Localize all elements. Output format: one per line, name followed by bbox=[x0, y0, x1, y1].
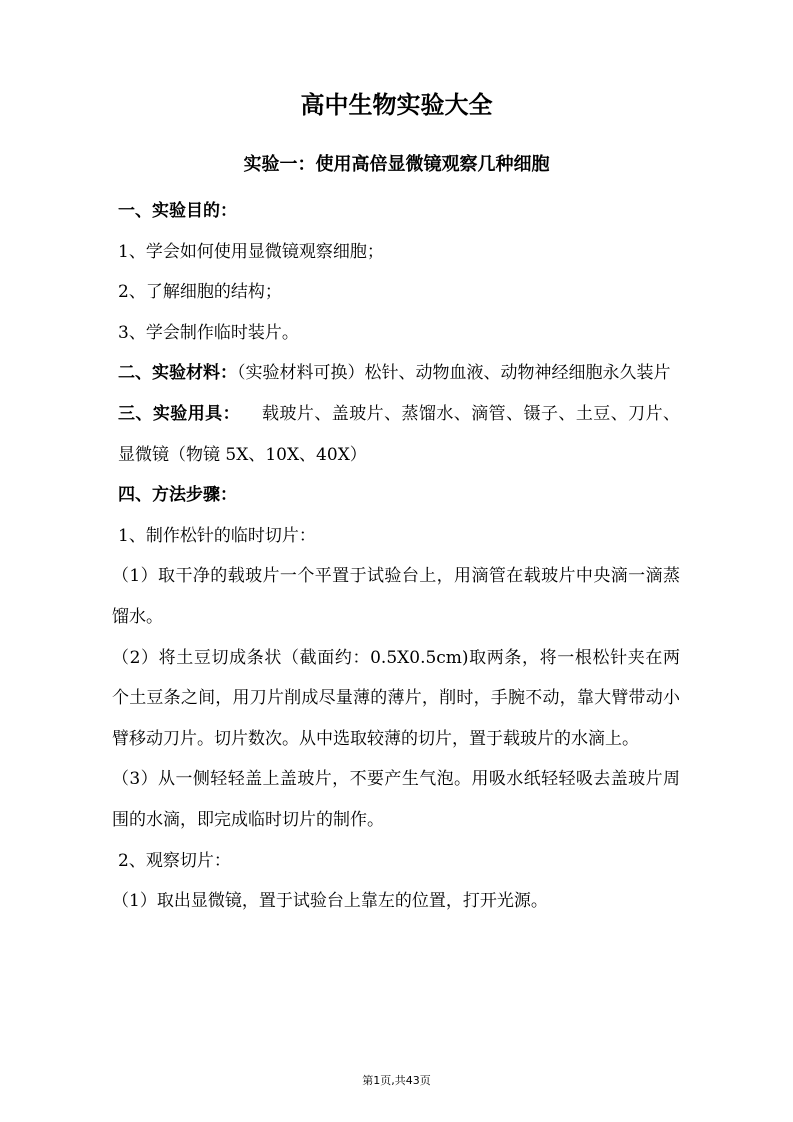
tools-text: 载玻片、盖玻片、蒸馏水、滴管、镊子、土豆、刀片、显微镜（物镜 5X、10X、40X） bbox=[118, 403, 681, 465]
materials-label: 二、实验材料： bbox=[118, 363, 237, 384]
step-item: （1）取出显微镜，置于试验台上靠左的位置，打开光源。 bbox=[112, 891, 548, 912]
section-heading-purpose: 一、实验目的： bbox=[118, 201, 237, 221]
page-footer: 第1页,共43页 bbox=[362, 1074, 431, 1087]
purpose-item: 1、学会如何使用显微镜观察细胞； bbox=[118, 241, 384, 262]
step-item: （1）取干净的载玻片一个平置于试验台上，用滴管在载玻片中央滴一滴蒸馏水。 bbox=[112, 566, 680, 627]
materials-paragraph bbox=[118, 353, 680, 394]
materials-text: （实验材料可换）松针、动物血液、动物神经细胞永久装片 bbox=[237, 363, 671, 384]
step-title: 2、观察切片： bbox=[118, 850, 231, 871]
purpose-item: 2、了解细胞的结构； bbox=[118, 282, 282, 303]
tools-label: 三、实验用具： bbox=[118, 403, 241, 424]
step-item: （3）从一侧轻轻盖上盖玻片，不要产生气泡。用吸水纸轻轻吸去盖玻片周围的水滴，即完成临时切片的制作。 bbox=[112, 769, 680, 830]
document-body bbox=[112, 191, 681, 922]
document-title: 高中生物实验大全 bbox=[300, 91, 493, 119]
experiment-title: 实验一：使用高倍显微镜观察几种细胞 bbox=[243, 154, 550, 175]
section-heading-steps: 四、方法步骤： bbox=[118, 485, 237, 506]
step-item: （2）将土豆切成条状（截面约：0.5X0.5cm)取两条，将一根松针夹在两个土豆条之间，用刀片削成尽量薄的薄片，削时，手腕不动，靠大臂带动小臂移动刀片。切片数次。从中选取较薄的切片，置于载玻片的水滴上。 bbox=[112, 647, 680, 749]
tools-paragraph bbox=[118, 394, 680, 475]
step-title: 1、制作松针的临时切片： bbox=[118, 525, 316, 546]
purpose-item: 3、学会制作临时装片。 bbox=[118, 322, 299, 343]
